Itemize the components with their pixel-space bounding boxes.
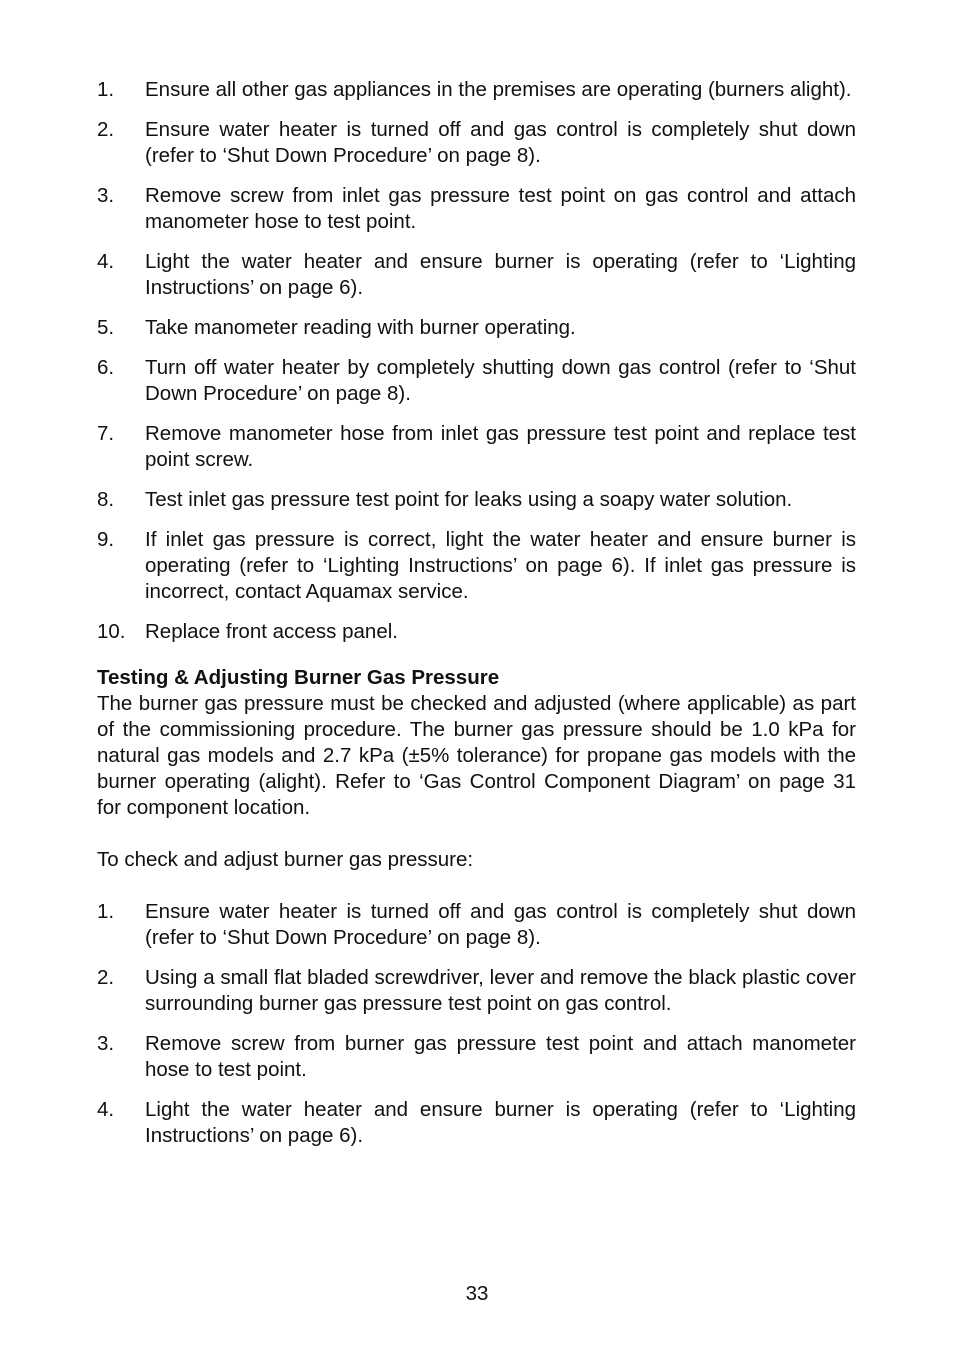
list-text: Ensure water heater is turned off and gas control is completely shut down (refer to ‘Shut Down Procedure’ on page 8). [145, 118, 856, 167]
list-number: 4. [97, 250, 115, 273]
list-number: 3. [97, 1032, 115, 1055]
list-number: 6. [97, 356, 115, 379]
list-text: Turn off water heater by completely shutting down gas control (refer to ‘Shut Down Procedure’ on page 8). [145, 356, 856, 405]
list-item [97, 1097, 856, 1149]
list-item [97, 899, 856, 951]
list-number: 2. [97, 118, 115, 141]
list-text: Replace front access panel. [145, 620, 398, 643]
page-number: 33 [465, 1282, 489, 1305]
list-item [97, 421, 856, 473]
list-item [97, 527, 856, 605]
list-number: 1. [97, 900, 115, 923]
list-item [97, 77, 856, 103]
list-item [97, 487, 856, 513]
list-number: 5. [97, 316, 115, 339]
list-text: Light the water heater and ensure burner is operating (refer to ‘Lighting Instructions’ on page 6). [145, 250, 856, 299]
list-number: 9. [97, 528, 115, 551]
list-item [97, 619, 856, 645]
list-text: Light the water heater and ensure burner is operating (refer to ‘Lighting Instructions’ on page 6). [145, 1098, 856, 1147]
list-number: 8. [97, 488, 115, 511]
list-text: Remove manometer hose from inlet gas pressure test point and replace test point screw. [145, 422, 856, 471]
list-text: Test inlet gas pressure test point for leaks using a soapy water solution. [145, 488, 793, 511]
list-number: 1. [97, 78, 115, 101]
burner-pressure-steps [97, 899, 856, 1149]
list-item [97, 183, 856, 235]
list-number: 10. [97, 620, 126, 643]
list-item [97, 965, 856, 1017]
list-item [97, 249, 856, 301]
list-number: 2. [97, 966, 115, 989]
list-text: If inlet gas pressure is correct, light the water heater and ensure burner is operating (refer to ‘Lighting Instructions’ on page 6). If inlet gas pressure is incorrect, contact Aquamax service. [145, 528, 856, 603]
list-text: Remove screw from inlet gas pressure test point on gas control and attach manometer hose to test point. [145, 184, 856, 233]
list-item [97, 1031, 856, 1083]
list-text: Ensure all other gas appliances in the premises are operating (burners alight). [145, 78, 852, 101]
section-paragraph: The burner gas pressure must be checked and adjusted (where applicable) as part of the commissioning procedure. The burner gas pressure should be 1.0 kPa for natural gas models and 2.7 kPa (±5% tolerance) for propane gas models with the burner operating (alight). Refer to ‘Gas Control Component Diagram’ on page 31 for component location. [97, 692, 856, 819]
list-text: Ensure water heater is turned off and gas control is completely shut down (refer to ‘Shut Down Procedure’ on page 8). [145, 900, 856, 949]
list-item [97, 315, 856, 341]
list-text: Take manometer reading with burner operating. [145, 316, 576, 339]
list-number: 3. [97, 184, 115, 207]
inlet-pressure-steps [97, 77, 856, 645]
list-item [97, 117, 856, 169]
document-page [97, 77, 856, 1163]
list-item [97, 355, 856, 407]
procedure-intro: To check and adjust burner gas pressure: [97, 848, 474, 871]
section-heading: Testing & Adjusting Burner Gas Pressure [97, 666, 500, 689]
list-number: 7. [97, 422, 115, 445]
list-number: 4. [97, 1098, 115, 1121]
list-text: Remove screw from burner gas pressure test point and attach manometer hose to test point. [145, 1032, 856, 1081]
list-text: Using a small flat bladed screwdriver, lever and remove the black plastic cover surrounding burner gas pressure test point on gas control. [145, 966, 856, 1015]
